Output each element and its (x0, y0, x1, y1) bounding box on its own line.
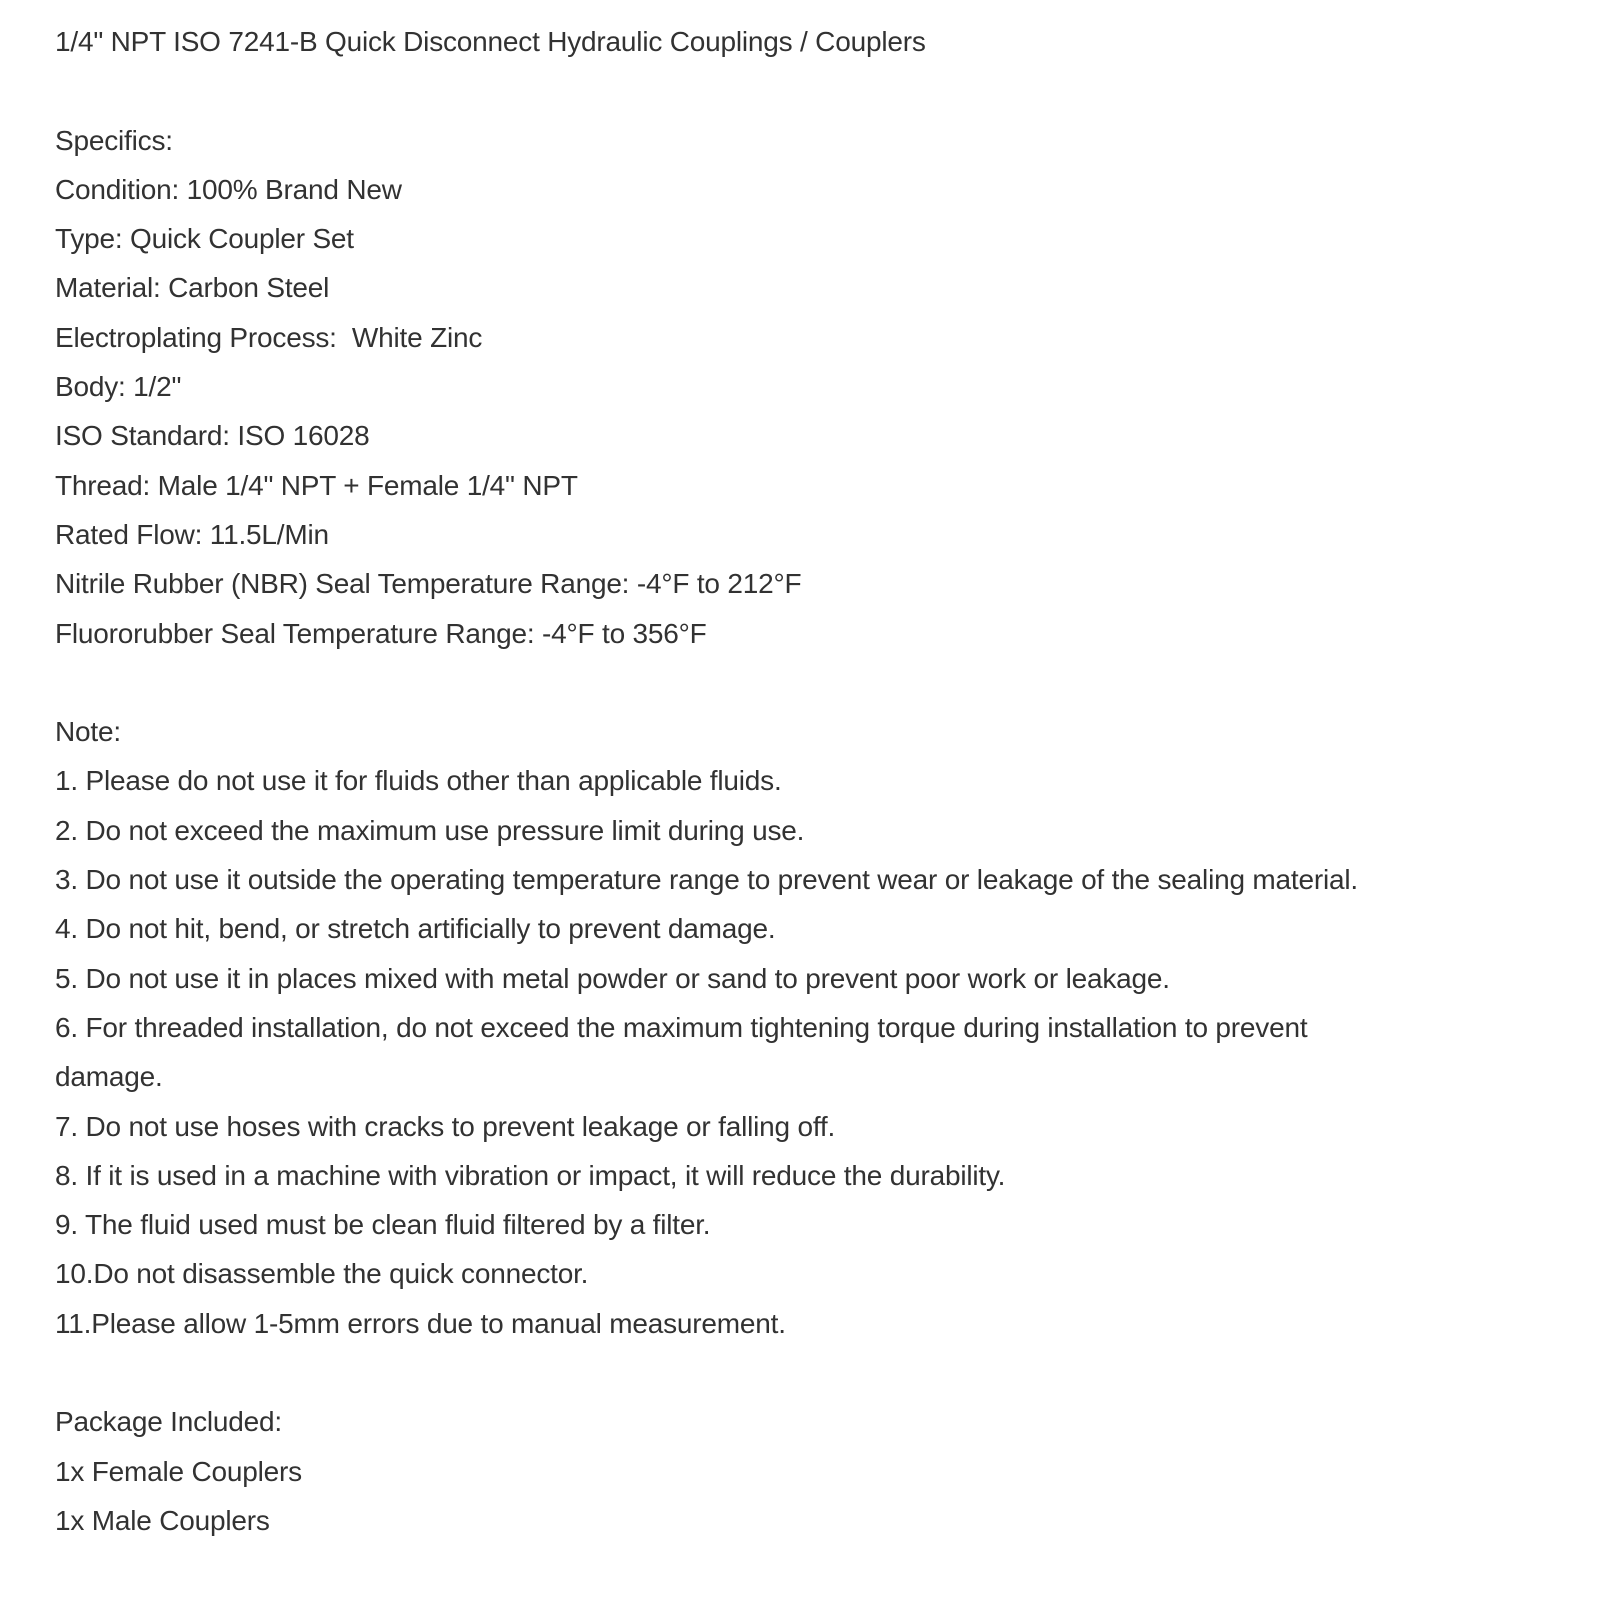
section-package-included (55, 1397, 1560, 1545)
text-line: Fluororubber Seal Temperature Range: -4°F to 356°F (55, 617, 707, 649)
text-line: 2. Do not exceed the maximum use pressure limit during use. (55, 814, 805, 846)
text-line: 5. Do not use it in places mixed with metal powder or sand to prevent poor work or leakage. (55, 962, 1170, 994)
text-line: Condition: 100% Brand New (55, 173, 402, 205)
text-line: 3. Do not use it outside the operating temperature range to prevent wear or leakage of the sealing material. (55, 864, 1358, 896)
text-line: ISO Standard: ISO 16028 (55, 420, 370, 452)
section-specifics (55, 116, 1560, 658)
text-line: Electroplating Process: White Zinc (55, 321, 483, 353)
text-line: 9. The fluid used must be clean fluid filtered by a filter. (55, 1209, 711, 1241)
text-line: 10.Do not disassemble the quick connector. (55, 1258, 589, 1290)
text-line: Body: 1/2" (55, 371, 182, 403)
text-line: Type: Quick Coupler Set (55, 223, 354, 255)
package-included-lines (55, 1447, 1560, 1546)
note-lines (55, 756, 1560, 1348)
section-note (55, 707, 1560, 1348)
note-heading: Note: (55, 716, 121, 748)
page-title: 1/4" NPT ISO 7241-B Quick Disconnect Hydraulic Couplings / Couplers (55, 26, 926, 57)
text-line: 11.Please allow 1-5mm errors due to manual measurement. (55, 1307, 786, 1339)
text-line: damage. (55, 1061, 163, 1093)
specifics-heading: Specifics: (55, 124, 173, 156)
text-line: 1x Female Couplers (55, 1455, 302, 1487)
package-included-heading: Package Included: (55, 1406, 282, 1438)
text-line: 7. Do not use hoses with cracks to prevent leakage or falling off. (55, 1110, 836, 1142)
text-line: 1x Male Couplers (55, 1504, 270, 1536)
text-line: Rated Flow: 11.5L/Min (55, 518, 329, 550)
text-line: 8. If it is used in a machine with vibration or impact, it will reduce the durability. (55, 1159, 1006, 1191)
text-line: Thread: Male 1/4" NPT + Female 1/4" NPT (55, 469, 578, 501)
text-line: 1. Please do not use it for fluids other than applicable fluids. (55, 765, 782, 797)
specifics-lines (55, 165, 1560, 658)
text-line: Material: Carbon Steel (55, 272, 330, 304)
text-line: Nitrile Rubber (NBR) Seal Temperature Range: -4°F to 212°F (55, 568, 802, 600)
text-line: 6. For threaded installation, do not exceed the maximum tightening torque during installation to prevent (55, 1011, 1308, 1043)
text-line: 4. Do not hit, bend, or stretch artificially to prevent damage. (55, 913, 776, 945)
